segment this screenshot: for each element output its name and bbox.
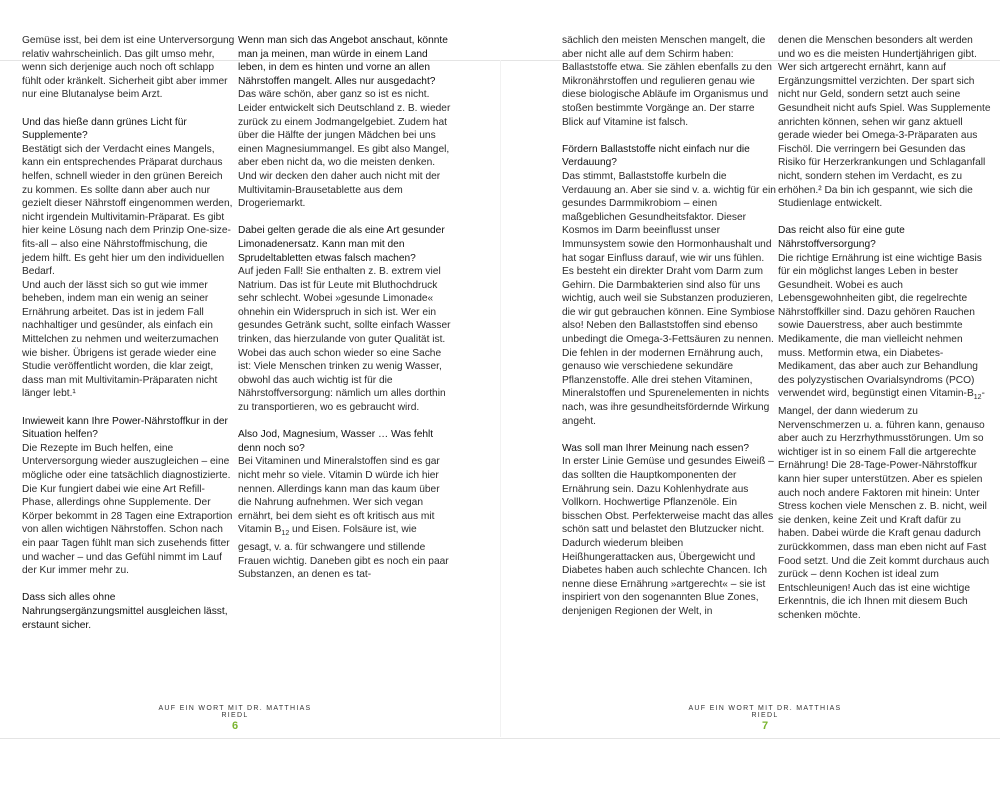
paragraph: Auf jeden Fall! Sie enthalten z. B. extrem viel Natrium. Das ist für Leute mit Bluthochdruck sehr schlecht. Wobei »gesunde Limonade« ohnehin ein Widerspruch in sich ist. Wer ein gesundes Getränk sucht, sollte einfach Wasser trinken, das hierzulande von guter Qualität ist. Wobei das auch schon wieder so eine Sache ist: Viele Menschen trinken zu wenig Wasser, obwohl das auch wichtig ist für die Nährstoffversorgung: nämlich um alles dorthin zu transportieren, wo es gebraucht wird. [238, 266, 451, 414]
running-head: AUF EIN WORT MIT DR. MATTHIAS RIEDL [688, 705, 842, 719]
gutter-divider [500, 60, 501, 737]
paragraph: Bestätigt sich der Verdacht eines Mangels, kann ein entsprechendes Präparat durchaus helfen, schnell wieder in den grünen Bereich zu kommen. Es sollte dann aber auch nur gezielt dieser Nährstoff eingenommen werden, nicht irgendein Multivitamin-Präparat. Es gibt hier keine Lösung nach dem Prinzip One-size-fits-all – also eine Nährstoffmischung, die jedem hilft. Es geht hier um den individuellen Bedarf. [22, 143, 233, 278]
question: Was soll man Ihrer Meinung nach essen? [562, 442, 750, 454]
paragraph: Das stimmt, Ballaststoffe kurbeln die Verdauung an. Aber sie sind v. a. wichtig für ein gesundes Darmmikrobiom – einen maßgeblichen Gesundheitsfaktor. Dieser Kosmos im Darm beeinflusst unser Immunsystem sowie den Hormonhaushalt und hat sogar Einfluss darauf, wie wir uns fühlen. Es besteht ein direkter Draht vom Darm zum Gehirn. Die Darmbakterien sind also für uns wichtig, auch weil sie Substanzen produzieren, die wir gut gebrauchen können. Eine Symbiose also! Neben den Ballaststoffen sind ebenso unbedingt die Omega-3-Fettsäuren zu nennen. Die fehlen in der modernen Ernährung auch, genauso wie verschiedene sekundäre Pflanzenstoffe. Alle drei stehen Vitaminen, Mineralstoffen und Spurenelementen in nichts nach, was ihre gesundheitsfördernde Wirkung angeht. [562, 170, 776, 427]
column-3 [562, 34, 776, 619]
question: Fördern Ballaststoffe nicht einfach nur die Verdauung? [562, 143, 750, 169]
paragraph: Die Rezepte im Buch helfen, eine Unterversorgung wieder auszugleichen – eine mögliche oder eine tatsächlich diagnostizierte. Die Kur fungiert dabei wie eine Art Refill-Phase, allerdings ohne Supplemente. Der Körper bekommt in 28 Tagen eine Extraportion von allen wichtigen Nährstoffen. Schon nach ein paar Tagen fühlt man sich zusehends fitter und wacher – und das Gefühl nimmt im Lauf der Kur immer mehr zu. [22, 442, 233, 577]
text-run: Die richtige Ernährung ist eine wichtige Basis für ein möglichst langes Leben in bester Gesundheit. Wobei es auch Lebensgewohnheiten gibt, die regelrechte Nährstoffkiller sind. Dazu gehören Rauchen sowie Dauerstress, aber auch bestimmte Medikamente, die man vielleicht nehmen muss. Metformin etwa, ein Diabetes-Medikament, das aber auch zur Behandlung des polyzystischen Ovarialsyndroms (PCO) verwendet wird, begünstigt einen Vitamin-B [778, 252, 982, 400]
question: Dass sich alles ohne Nahrungsergänzungsmittel ausgleichen lässt, erstaunt sicher. [22, 592, 228, 631]
question: Also Jod, Magnesium, Wasser … Was fehlt denn noch so? [238, 429, 434, 454]
text-run: und Eisen. Folsäure ist, wie gesagt, v. a. für schwangere und stillende Frauen wichtig. Daneben gibt es noch ein paar Substanzen, an denen es tat- [238, 524, 449, 581]
paragraph: Und auch der lässt sich so gut wie immer beheben, indem man ein wenig an seiner Ernährung arbeitet. Das ist in jedem Fall nachhaltiger und gesünder, als einfach ein Mittelchen zu nehmen und weiterzumachen wie bisher. Übrigens ist gerade wieder eine Studie veröffentlicht worden, die klar zeigt, dass man mit Multivitamin-Präparaten nicht länger lebt.¹ [22, 279, 219, 400]
subscript: 12 [281, 530, 290, 538]
column-2 [238, 34, 452, 582]
paragraph [238, 455, 452, 581]
question: Inwieweit kann Ihre Power-Nährstoffkur in der Situation helfen? [22, 415, 228, 441]
paragraph: sächlich den meisten Menschen mangelt, die aber nicht alle auf dem Schirm haben: Ballaststoffe etwa. Sie zählen ebenfalls zu den Mikronährstoffen und regulieren genau wie diese biologische Abläufe im Organismus und stoßen bestimmte Vorgänge an. Der starre Blick auf Vitamine ist falsch. [562, 35, 772, 128]
paragraph: In erster Linie Gemüse und gesundes Eiweiß – das sollten die Hauptkomponenten der Ernährung sein. Dazu Kohlenhydrate aus Vollkorn. Hochwertige Pflanzenöle. Ein bisschen Obst. Perfekterweise macht das alles schön satt und belastet den Blutzucker nicht. Dadurch wiederum bleiben Heißhungerattacken aus, Übergewicht und Diabetes haben auch schlechte Chancen. Ich nenne diese Ernährung »artgerecht« – sie ist inspiriert von den sogenannten Blue Zones, denjenigen Regionen der Welt, in [562, 456, 774, 617]
paragraph: denen die Menschen besonders alt werden und wo es die meisten Hundertjährigen gibt. Wer sich artgerecht ernährt, kann auf Ergänzungsmittel verzichten. Der spart sich nicht nur Geld, sondern setzt auch seine Gesundheit nicht aufs Spiel. Was Supplemente anrichten können, sehen wir ganz aktuell gerade wieder bei Omega-3-Präparaten aus Fischöl. Die verringern bei Gesunden das Risiko für Herzerkrankungen und Schlaganfall nicht, sondern stehen im Verdacht, es zu erhöhen.² Da bin ich gespannt, wie sich die Studienlage entwickelt. [778, 35, 991, 210]
footer-right [685, 705, 845, 732]
paragraph: Das wäre schön, aber ganz so ist es nicht. Leider entwickelt sich Deutschland z. B. wieder zurück zu einem Jodmangelgebiet. Zudem hat über die Hälfte der jungen Mädchen bei uns einen Magnesiummangel. Es gibt also Mangel, aber eben nicht da, wo die meisten denken. Und wir decken den daher auch nicht mit der Multivitamin-Brausetablette aus dem Drogeriemarkt. [238, 89, 451, 210]
page-number: 6 [231, 720, 239, 732]
question: Dabei gelten gerade die als eine Art gesunder Limonadenersatz. Kann man mit den Sprudeltabletten etwas falsch machen? [238, 225, 445, 264]
column-4 [778, 34, 992, 623]
question: Das reicht also für eine gute Nährstoffversorgung? [778, 225, 905, 250]
footer-left [155, 705, 315, 732]
text-run: -Mangel, der dann wiederum zu Nervenschmerzen u. a. führen kann, genauso aber auch zu Herzrhythmusstörungen. Um so wichtiger ist in so einem Fall die artgerechte Ernährung! Die 28-Tage-Power-Nährstoffkur kann hier super unterstützen. Aber es spielen auch noch andere Faktoren mit hinein: Unter Stress kochen viele Menschen z. B. nicht, weil sie denken, keine Zeit und Kraft dafür zu haben. Dabei würde die Kraft genau dadurch zurückkommen, dass man eben nicht auf Fast Food setzt. Und die Zeit kommt durchaus auch zurück – denn Kochen ist ideal zum Entschleunigen! Auch das ist eine wichtige Erkenntnis, die ich Ihnen mit diesem Buch schenken möchte. [778, 388, 990, 621]
page-number: 7 [761, 720, 769, 732]
paragraph [778, 252, 992, 623]
subscript: 12 [973, 394, 982, 402]
running-head: AUF EIN WORT MIT DR. MATTHIAS RIEDL [158, 705, 312, 719]
text-run: Bei Vitaminen und Mineralstoffen sind es gar nicht mehr so viele. Vitamin D würde ich hier nennen. Allerdings kann man das kaum über die Nahrung aufnehmen. Wer sich vegan ernährt, bei dem sieht es oft kritisch aus mit Vitamin B [238, 456, 440, 536]
paragraph: Gemüse isst, bei dem ist eine Unterversorgung relativ wahrscheinlich. Das gilt umso mehr, wenn sich derjenige auch noch oft schlapp fühlt oder kränkelt. Sicherheit gibt aber immer nur eine Blutanalyse beim Arzt. [22, 35, 235, 101]
question: Wenn man sich das Angebot anschaut, könnte man ja meinen, man würde in einem Land leben, in dem es hinten und vorne an allen Nährstoffen mangelt. Alles nur ausgedacht? [238, 35, 448, 87]
column-1 [22, 34, 236, 632]
question: Und das hieße dann grünes Licht für Supplemente? [22, 116, 187, 142]
